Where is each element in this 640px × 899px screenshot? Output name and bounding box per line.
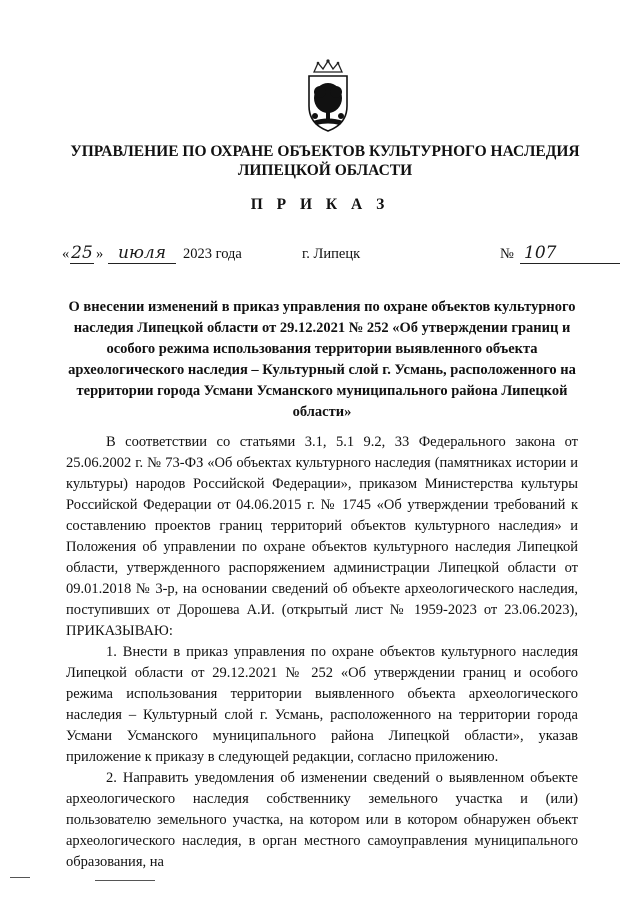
document-body	[66, 432, 578, 873]
city-name: г. Липецк	[302, 246, 361, 262]
date-line	[0, 243, 640, 271]
number-label: №	[500, 246, 514, 262]
coat-of-arms-icon	[300, 58, 356, 134]
document-number: 107	[520, 243, 620, 264]
footer-rule	[95, 880, 155, 881]
date-year: 2023 года	[183, 246, 242, 262]
intro-paragraph: В соответствии со статьями 3.1, 5.1 9.2, 33 Федерального закона от 25.06.2002 г. № 73-ФЗ «Об объектах культурного наследия (памятниках истории и культуры) народов Российской Федерации», приказом Министерства культуры Российской Федерации от 04.06.2015 г. № 1745 «Об утверждении требований к составлению проектов границ территорий объектов культурного наследия» и Положения об управлении по охране объектов культурного наследия Липецкой области, утвержденного распоряжением администрации Липецкой области от 09.01.2018 № 3-р, на основании сведений об объекте археологического наследия, поступивших от Дорошева А.И. (открытый лист № 1959-2023 от 23.06.2023), ПРИКАЗЫВАЮ:	[66, 434, 578, 639]
item-2-paragraph: 2. Направить уведомления об изменении сведений о выявленном объекте археологического наследия собственнику земельного участка и (или) пользователю земельного участка, на котором или в котором обнаружен объект археологического наследия, в орган местного самоуправления муниципального образования, на	[66, 770, 578, 870]
document-type: П Р И К А З	[250, 196, 390, 213]
footer-mark	[10, 877, 30, 878]
item-1-paragraph: 1. Внести в приказ управления по охране объектов культурного наследия Липецкой области от 29.12.2021 № 252 «Об утверждении границ и особого режима использования территории выявленного объекта археологического наследия – Культурный слой г. Усмань, расположенного на территории города Усмани Усманского муниципального района Липецкой области», указав приложение к приказу в следующей редакции, согласно приложению.	[66, 644, 578, 765]
document-title: О внесении изменений в приказ управления по охране объектов культурного наследия Липецкой области от 29.12.2021 № 252 «Об утверждении границ и особого режима использования территории выявленного объекта археологического наследия – Культурный слой г. Усмань, расположенного на территории города Усмани Усманского муниципального района Липецкой области»	[68, 299, 576, 420]
organization-name-line2: ЛИПЕЦКОЙ ОБЛАСТИ	[237, 162, 413, 179]
date-month: июля	[108, 243, 176, 264]
date-day: 25	[71, 243, 93, 263]
date-close-quote: »	[96, 246, 104, 262]
date-open-quote: «	[62, 246, 70, 262]
organization-name-line1: УПРАВЛЕНИЕ ПО ОХРАНЕ ОБЪЕКТОВ КУЛЬТУРНОГО НАСЛЕДИЯ	[70, 143, 580, 160]
